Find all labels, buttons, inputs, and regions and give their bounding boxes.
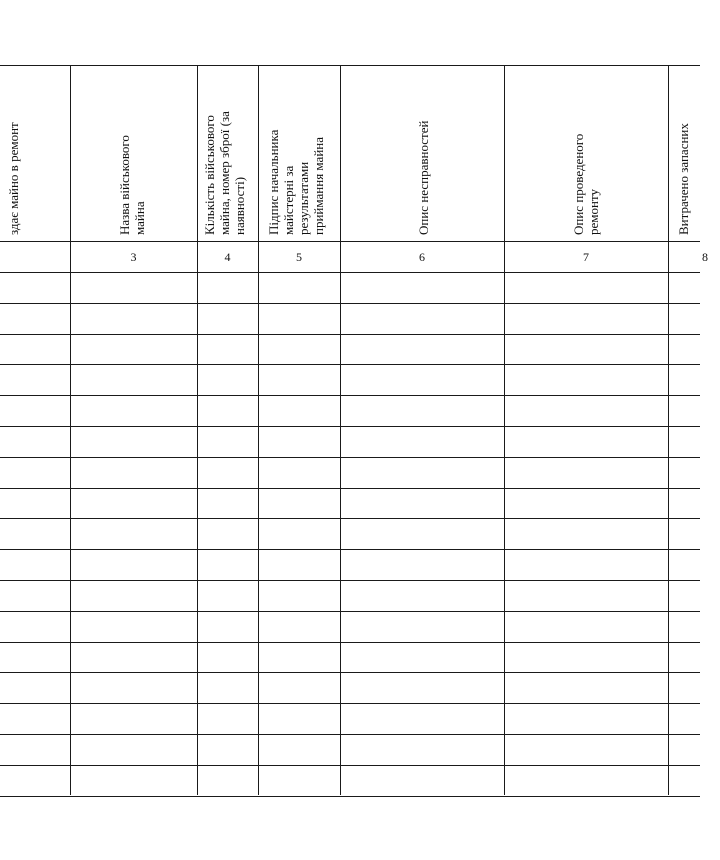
column-border xyxy=(340,65,341,795)
column-header-fault-description: Опис несправностей xyxy=(416,120,431,235)
number-row-bottom-border xyxy=(0,272,700,273)
column-number: 5 xyxy=(296,250,302,264)
table-top-border xyxy=(0,65,700,66)
column-border xyxy=(504,65,505,795)
table-row-border xyxy=(0,488,700,489)
column-number: 8 xyxy=(702,250,708,264)
column-number: 6 xyxy=(419,250,425,264)
column-border xyxy=(197,65,198,795)
column-header-hands-over-property: здає майно в ремонт xyxy=(6,122,21,235)
table-row-border xyxy=(0,303,700,304)
header-bottom-border xyxy=(0,241,700,242)
table-row-border xyxy=(0,672,700,673)
table-row-border xyxy=(0,734,700,735)
table-row-border xyxy=(0,549,700,550)
column-number: 7 xyxy=(583,250,589,264)
column-header-quantity-weapon-number: Кількість військового майна, номер зброї (за наявності) xyxy=(202,111,247,235)
table-row-border xyxy=(0,703,700,704)
table-row-border xyxy=(0,518,700,519)
column-number: 4 xyxy=(224,250,231,264)
table-row-border xyxy=(0,765,700,766)
table-row-border xyxy=(0,457,700,458)
column-border xyxy=(258,65,259,795)
table-row-border xyxy=(0,642,700,643)
column-header-spare-parts-used: Витрачено запасних xyxy=(676,123,691,235)
table-row-border xyxy=(0,364,700,365)
column-number: 3 xyxy=(130,250,137,264)
table-row-border xyxy=(0,395,700,396)
table-row-border xyxy=(0,796,700,797)
table-row-border xyxy=(0,580,700,581)
column-header-repair-description: Опис проведеного ремонту xyxy=(571,133,601,235)
table-row-border xyxy=(0,426,700,427)
table-row-border xyxy=(0,334,700,335)
table-row-border xyxy=(0,611,700,612)
column-header-property-name: Назва військового майна xyxy=(117,135,147,235)
column-border xyxy=(668,65,669,795)
column-header-workshop-head-signature: Підпис начальника майстерні за результатами приймання майна xyxy=(266,129,326,235)
column-border xyxy=(70,65,71,795)
